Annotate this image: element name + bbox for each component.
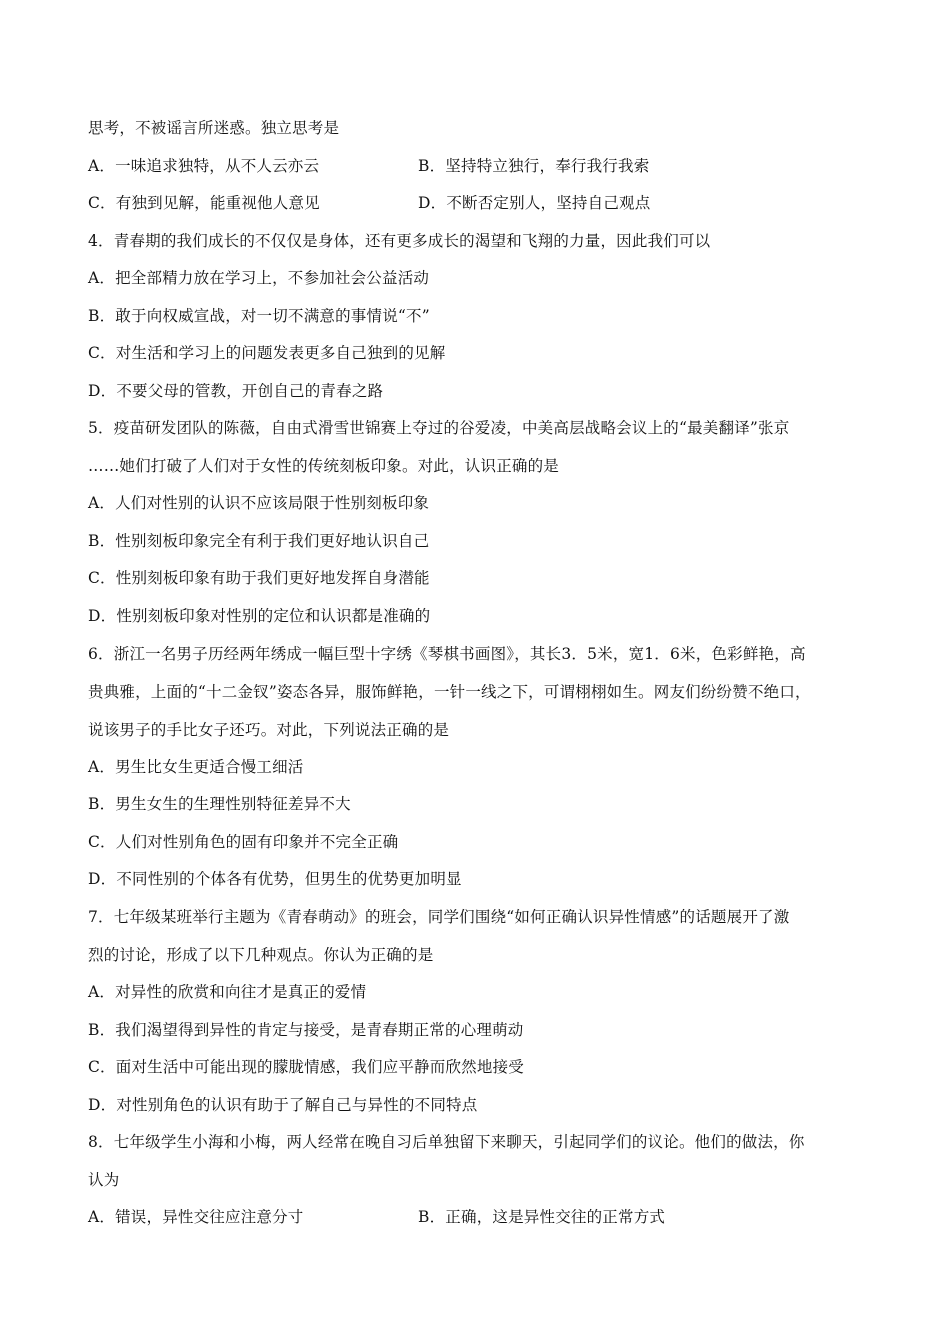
- q5-option-d: D．性别刻板印象对性别的定位和认识都是准确的: [88, 607, 431, 625]
- q6-option-c: C．人们对性别角色的固有印象并不完全正确: [88, 833, 399, 851]
- question-6-stem-line-2: 贵典雅，上面的“十二金钗”姿态各异，服饰鲜艳，一针一线之下，可谓栩栩如生。网友们纷纷赞不绝口，: [88, 683, 811, 701]
- q3-option-a: A．一味追求独特，从不人云亦云: [88, 157, 320, 175]
- question-3-stem-continuation: 思考，不被谣言所迷惑。独立思考是: [88, 119, 340, 137]
- q7-option-d: D．对性别角色的认识有助于了解自己与异性的不同特点: [88, 1096, 478, 1114]
- q5-option-b: B．性别刻板印象完全有利于我们更好地认识自己: [88, 532, 430, 550]
- q5-option-c: C．性别刻板印象有助于我们更好地发挥自身潜能: [88, 569, 430, 587]
- question-8-stem-line-2: 认为: [88, 1171, 120, 1189]
- q3-option-d: D．不断否定别人，坚持自己观点: [418, 194, 651, 212]
- question-7-stem-line-2: 烈的讨论，形成了以下几种观点。你认为正确的是: [88, 946, 434, 964]
- question-6-stem-line-3: 说该男子的手比女子还巧。对此，下列说法正确的是: [88, 721, 450, 739]
- question-8-stem: 8．七年级学生小海和小梅，两人经常在晚自习后单独留下来聊天，引起同学们的议论。他们的做法，你: [88, 1133, 805, 1151]
- q4-option-a: A．把全部精力放在学习上，不参加社会公益活动: [88, 269, 430, 287]
- question-5-stem-line-2: ……她们打破了人们对于女性的传统刻板印象。对此，认识正确的是: [88, 457, 560, 475]
- q6-option-b: B．男生女生的生理性别特征差异不大: [88, 795, 351, 813]
- question-7-stem: 7．七年级某班举行主题为《青春萌动》的班会，同学们围绕“如何正确认识异性情感”的话题展开了激: [88, 908, 790, 926]
- q5-option-a: A．人们对性别的认识不应该局限于性别刻板印象: [88, 494, 430, 512]
- q6-option-a: A．男生比女生更适合慢工细活: [88, 758, 304, 776]
- q3-option-c: C．有独到见解，能重视他人意见: [88, 194, 320, 212]
- q6-option-d: D．不同性别的个体各有优势，但男生的优势更加明显: [88, 870, 462, 888]
- q8-option-b: B．正确，这是异性交往的正常方式: [418, 1208, 666, 1226]
- q7-option-c: C．面对生活中可能出现的朦胧情感，我们应平静而欣然地接受: [88, 1058, 524, 1076]
- q4-option-d: D．不要父母的管教，开创自己的青春之路: [88, 382, 384, 400]
- q4-option-c: C．对生活和学习上的问题发表更多自己独到的见解: [88, 344, 446, 362]
- q3-option-b: B．坚持特立独行，奉行我行我索: [418, 157, 650, 175]
- question-5-stem: 5．疫苗研发团队的陈薇，自由式滑雪世锦赛上夺过的谷爱凌，中美高层战略会议上的“最美翻译”张京: [88, 419, 790, 437]
- question-4-stem: 4．青春期的我们成长的不仅仅是身体，还有更多成长的渴望和飞翔的力量，因此我们可以: [88, 232, 711, 250]
- question-6-stem: 6．浙江一名男子历经两年绣成一幅巨型十字绣《琴棋书画图》，其长3．5米，宽1．6米，色彩鲜艳，高: [88, 645, 806, 663]
- q7-option-a: A．对异性的欣赏和向往才是真正的爱情: [88, 983, 367, 1001]
- q7-option-b: B．我们渴望得到异性的肯定与接受，是青春期正常的心理萌动: [88, 1021, 524, 1039]
- q4-option-b: B．敢于向权威宣战，对一切不满意的事情说“不”: [88, 307, 430, 325]
- q8-option-a: A．错误，异性交往应注意分寸: [88, 1208, 304, 1226]
